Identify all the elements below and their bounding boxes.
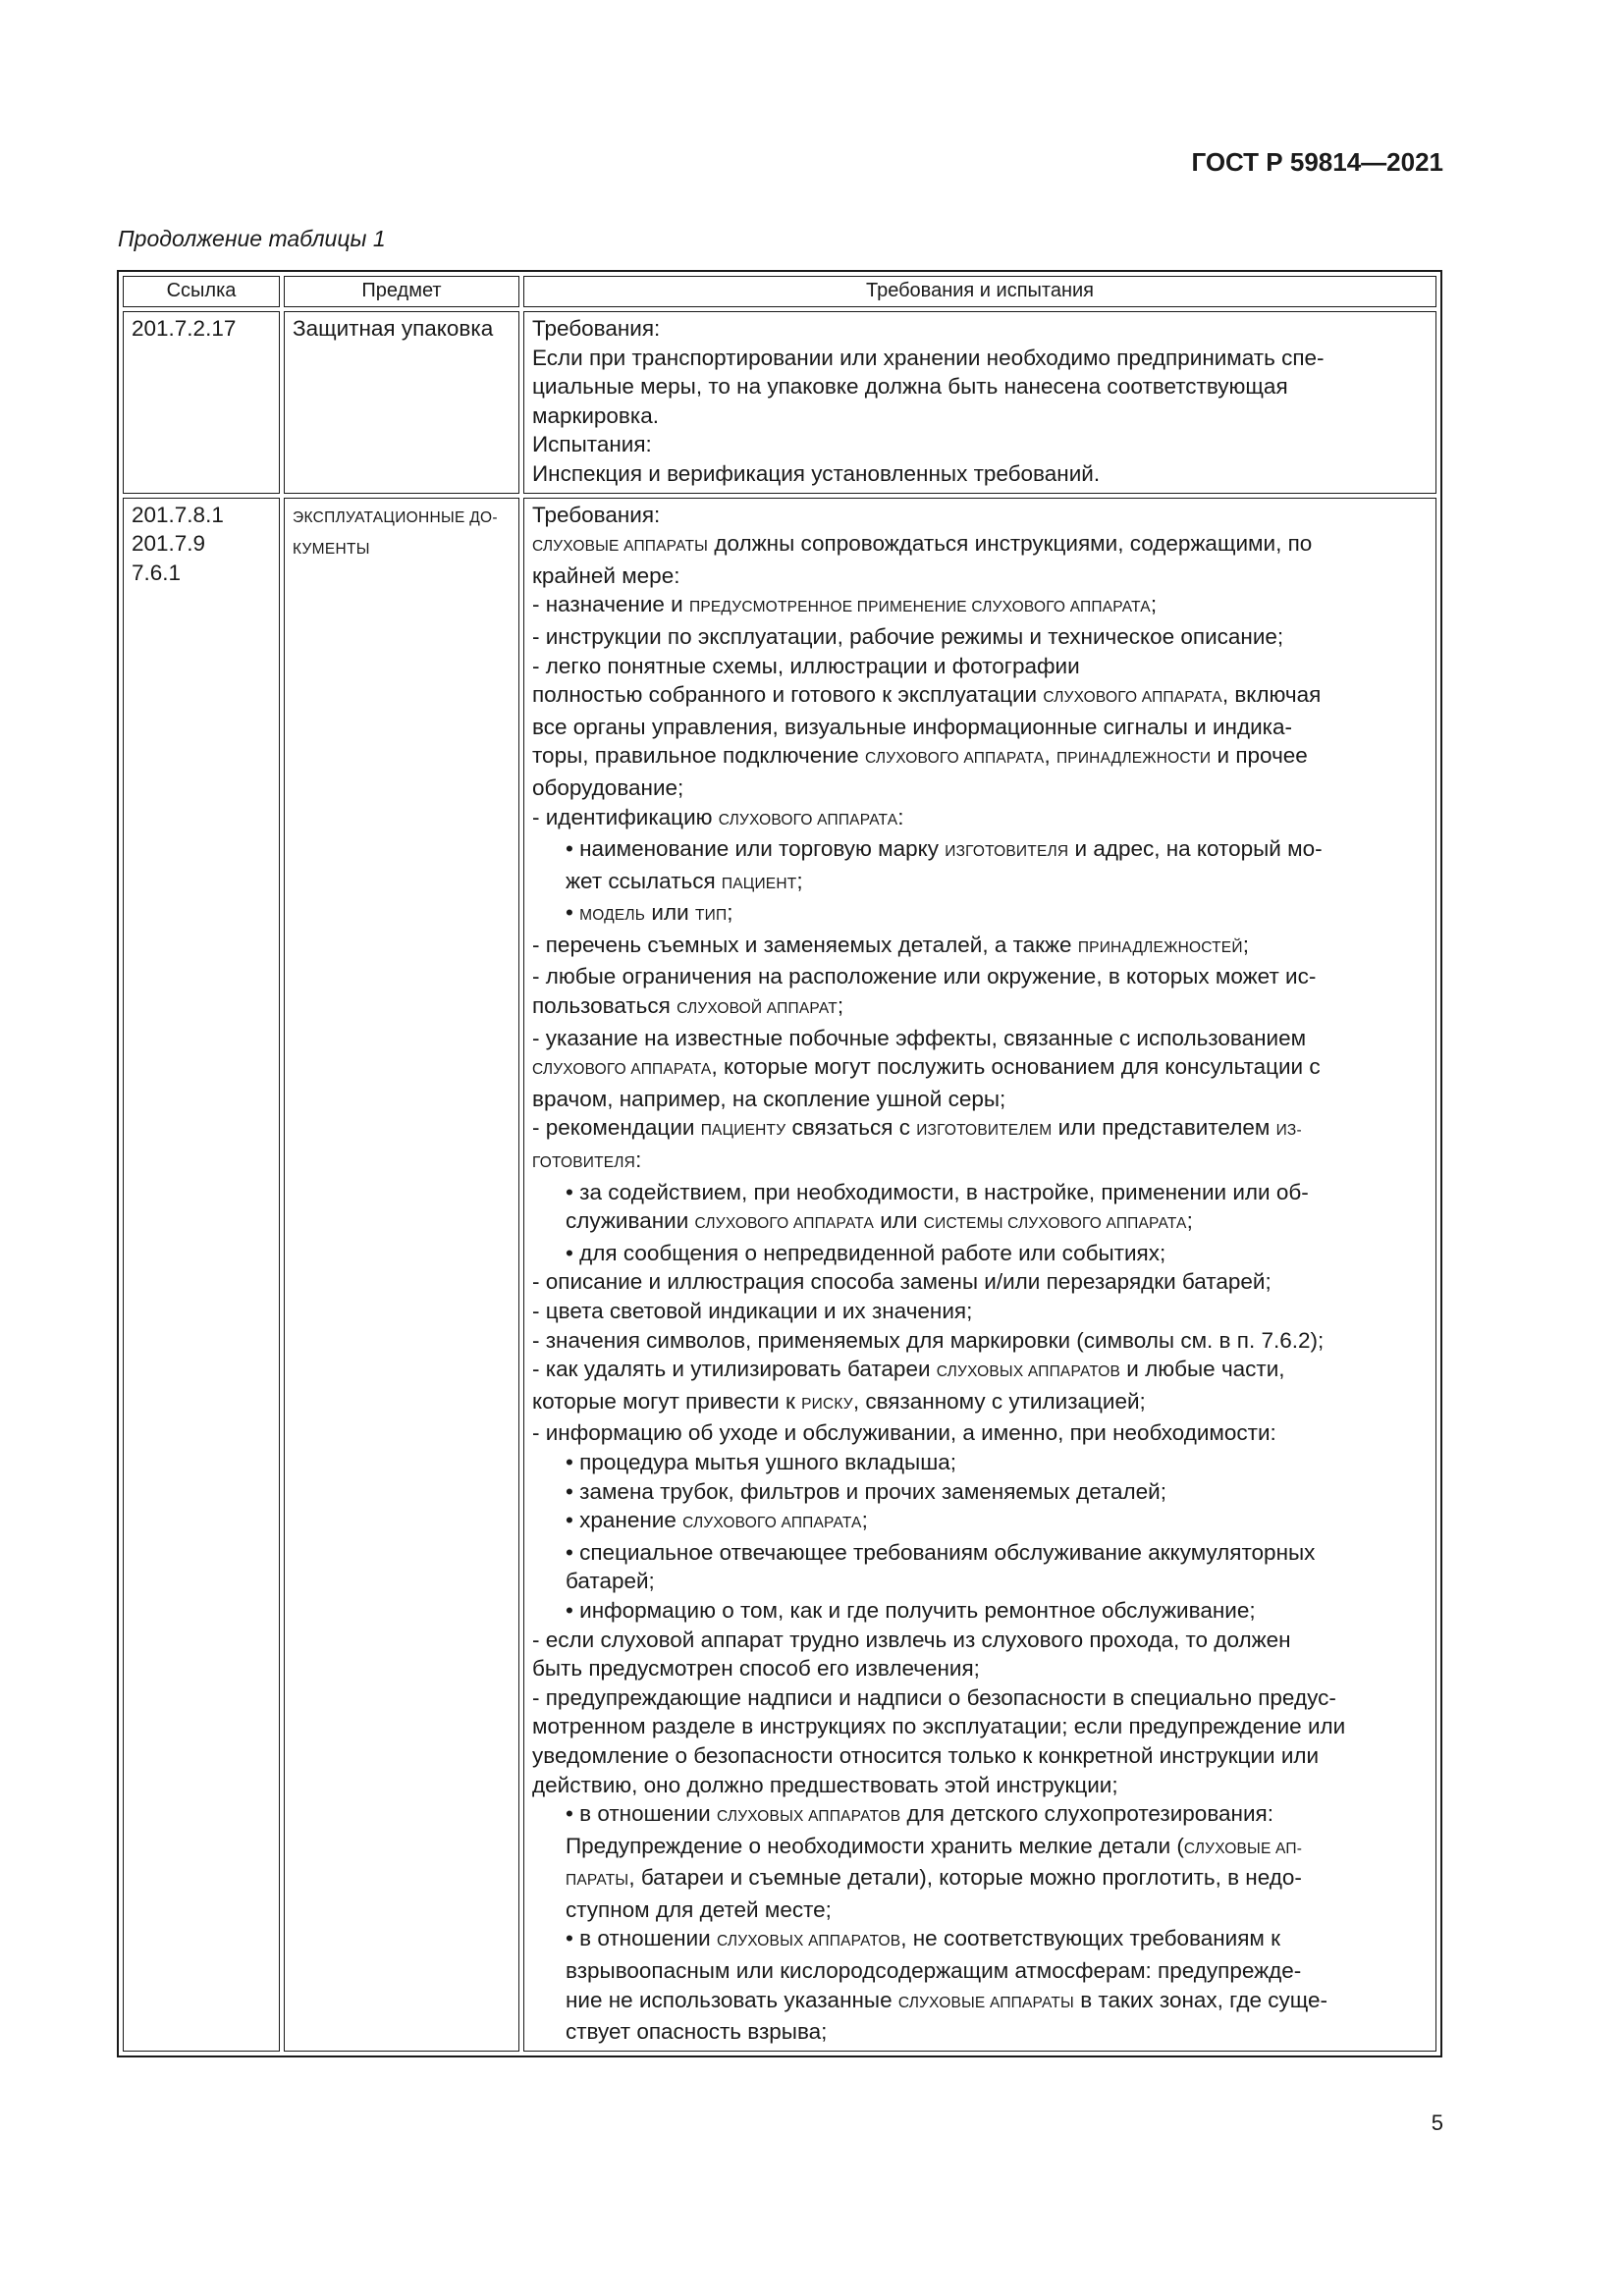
text-line: врачом, например, на скопление ушной серы; [532, 1086, 1006, 1111]
text-line: • специальное отвечающее требованиям обслуживание аккумуляторных [566, 1539, 1316, 1565]
text-line: уведомление о безопасности относится только к конкретной инструкции или [532, 1742, 1320, 1768]
text-line: - рекомендации ПАЦИЕНТУ связаться с ИЗГОТОВИТЕЛЕМ или представителем ИЗ- [532, 1115, 1302, 1141]
ref-value: 201.7.9 [132, 531, 206, 557]
text-line: - инструкции по эксплуатации, рабочие режимы и техническое описание; [532, 623, 1284, 649]
ref-cell [123, 498, 280, 2052]
text-line: • для сообщения о непредвиденной работе или событиях; [566, 1240, 1166, 1265]
text-line: - цвета световой индикации и их значения; [532, 1299, 973, 1323]
text-line: - значения символов, применяемых для маркировки (символы см. в п. 7.6.2); [532, 1327, 1325, 1353]
column-header-subject: Предмет [284, 276, 519, 307]
text-line: - назначение и ПРЕДУСМОТРЕННОЕ ПРИМЕНЕНИЕ СЛУХОВОГО АППАРАТА; [532, 592, 1158, 617]
text-line: ние не использовать указанные СЛУХОВЫЕ АППАРАТЫ в таких зонах, где суще- [566, 1987, 1328, 2012]
text-line: СЛУХОВОГО АППАРАТА, которые могут послужить основанием для консультации с [532, 1054, 1321, 1080]
text-line: маркировка. [532, 402, 659, 428]
text-line: батарей; [566, 1569, 655, 1594]
text-line: быть предусмотрен способ его извлечения; [532, 1656, 980, 1682]
text-line: • замена трубок, фильтров и прочих заменяемых деталей; [566, 1478, 1166, 1504]
text-line: Предупреждение о необходимости хранить мелкие детали (СЛУХОВЫЕ АП- [566, 1833, 1303, 1858]
text-line: - информацию об уходе и обслуживании, а именно, при необходимости: [532, 1420, 1276, 1446]
subject-cell [284, 311, 519, 494]
standard-designation: ГОСТ Р 59814—2021 [1191, 147, 1443, 177]
text-line: - описание и иллюстрация способа замены и/или перезарядки батарей; [532, 1269, 1272, 1295]
text-line: ГОТОВИТЕЛЯ: [532, 1148, 642, 1173]
text-line: служивании СЛУХОВОГО АППАРАТА или СИСТЕМЫ СЛУХОВОГО АППАРАТА; [566, 1208, 1193, 1234]
table-caption: Продолжение таблицы 1 [118, 226, 386, 251]
text-line: оборудование; [532, 774, 684, 800]
text-line: крайней мере: [532, 562, 680, 588]
text-line: Испытания: [532, 432, 652, 457]
text-line: ПАРАТЫ, батареи и съемные детали), которые можно проглотить, в недо- [566, 1865, 1302, 1891]
text-line: • процедура мытья ушного вкладыша; [566, 1449, 957, 1474]
text-line: • МОДЕЛЬ или ТИП; [566, 900, 733, 926]
text-line: пользоваться СЛУХОВОЙ АППАРАТ; [532, 993, 844, 1019]
text-line: - указание на известные побочные эффекты, связанные с использованием [532, 1025, 1307, 1050]
requirements-cell [523, 498, 1436, 2052]
text-line: полностью собранного и готового к эксплуатации СЛУХОВОГО АППАРАТА, включая [532, 682, 1322, 708]
text-line: - идентификацию СЛУХОВОГО АППАРАТА: [532, 804, 904, 829]
ref-value: 7.6.1 [132, 560, 182, 585]
text-line: которые могут привести к РИСКУ, связанному с утилизацией; [532, 1388, 1146, 1414]
text-line: Требования: [532, 502, 661, 527]
text-line: - как удалять и утилизировать батареи СЛУХОВЫХ АППАРАТОВ и любые части, [532, 1357, 1285, 1382]
table-row [123, 311, 1436, 494]
text-line: циальные меры, то на упаковке должна быть нанесена соответствующая [532, 374, 1288, 400]
text-line: Инспекция и верификация установленных требований. [532, 460, 1101, 486]
text-line: мотренном разделе в инструкциях по эксплуатации; если предупреждение или [532, 1714, 1346, 1739]
ref-value: 201.7.2.17 [132, 316, 237, 341]
table-header-row [123, 276, 1436, 307]
column-header-ref: Ссылка [123, 276, 280, 307]
subject-cell [284, 498, 519, 2052]
text-line: Требования: [532, 316, 661, 341]
text-line: взрывоопасным или кислородсодержащим атмосферам: предупрежде- [566, 1958, 1302, 1984]
ref-cell [123, 311, 280, 494]
text-line: - любые ограничения на расположение или окружение, в которых может ис- [532, 964, 1317, 989]
column-header-requirements: Требования и испытания [523, 276, 1436, 307]
page-number: 5 [1431, 2110, 1443, 2135]
text-line: Если при транспортировании или хранении необходимо предпринимать спе- [532, 345, 1325, 370]
subject-value: Защитная упаковка [293, 316, 494, 341]
text-line: - предупреждающие надписи и надписи о безопасности в специально предус- [532, 1684, 1336, 1710]
text-line: ствует опасность взрыва; [566, 2019, 828, 2045]
subject-value: ЭКСПЛУАТАЦИОННЫЕ ДО-КУМЕНТЫ [293, 508, 498, 558]
text-line: • за содействием, при необходимости, в настройке, применении или об- [566, 1179, 1309, 1204]
requirements-table [117, 270, 1442, 2057]
text-line: действию, оно должно предшествовать этой инструкции; [532, 1772, 1118, 1797]
text-line: жет ссылаться ПАЦИЕНТ; [566, 868, 803, 893]
text-line: СЛУХОВЫЕ АППАРАТЫ должны сопровождаться инструкциями, содержащими, по [532, 531, 1313, 557]
text-line: • в отношении СЛУХОВЫХ АППАРАТОВ для детского слухопротезирования: [566, 1801, 1273, 1827]
text-line: - если слуховой аппарат трудно извлечь из слухового прохода, то должен [532, 1627, 1291, 1652]
text-line: • хранение СЛУХОВОГО АППАРАТА; [566, 1508, 868, 1533]
text-line: торы, правильное подключение СЛУХОВОГО АППАРАТА, ПРИНАДЛЕЖНОСТИ и прочее [532, 743, 1308, 769]
ref-value: 201.7.8.1 [132, 502, 224, 527]
requirements-cell [523, 311, 1436, 494]
text-line: • информацию о том, как и где получить ремонтное обслуживание; [566, 1597, 1256, 1623]
text-line: все органы управления, визуальные информационные сигналы и индика- [532, 714, 1292, 739]
text-line: - перечень съемных и заменяемых деталей, а также ПРИНАДЛЕЖНОСТЕЙ; [532, 932, 1249, 957]
text-line: • в отношении СЛУХОВЫХ АППАРАТОВ, не соответствующих требованиям к [566, 1926, 1280, 1951]
text-line: - легко понятные схемы, иллюстрации и фотографии [532, 653, 1080, 678]
table-row [123, 498, 1436, 2052]
text-line: • наименование или торговую марку ИЗГОТОВИТЕЛЯ и адрес, на который мо- [566, 836, 1323, 862]
text-line: ступном для детей месте; [566, 1896, 832, 1922]
